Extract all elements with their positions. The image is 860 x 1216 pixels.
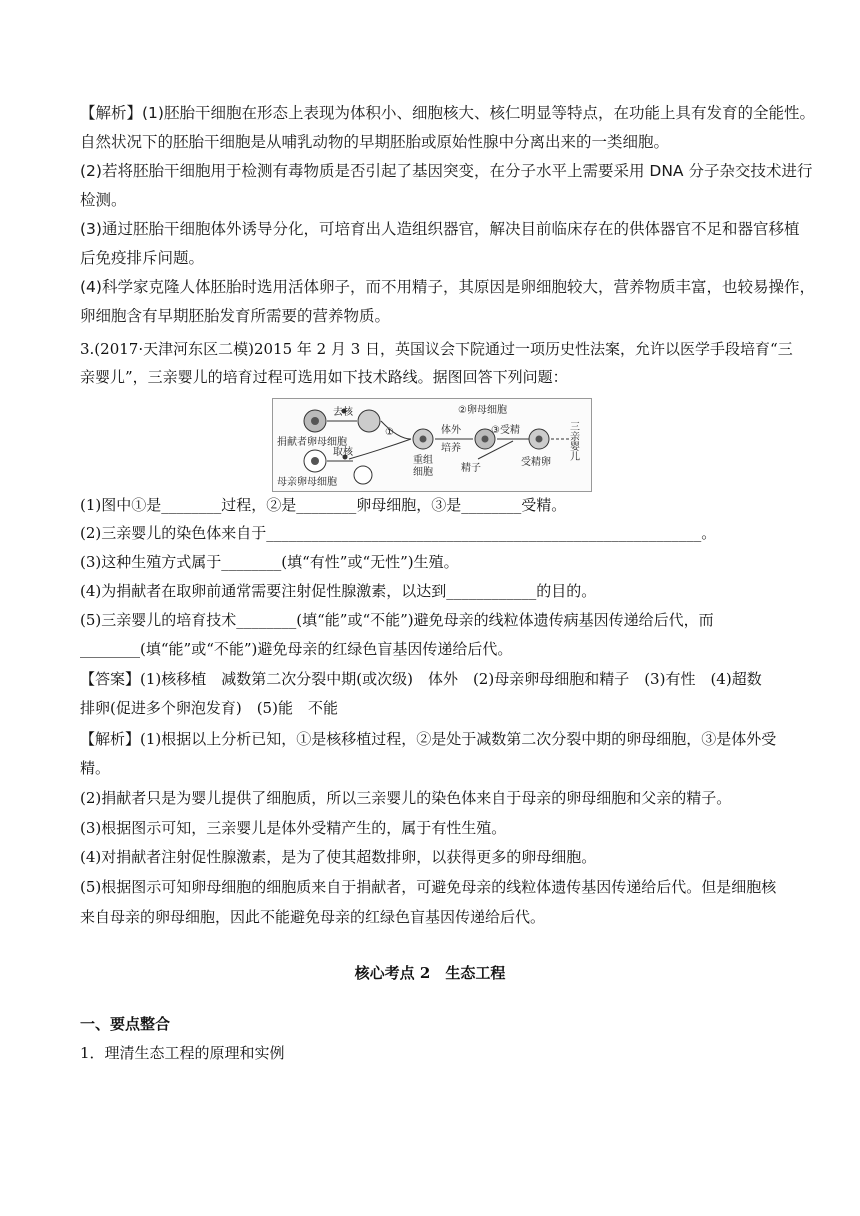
label-step3: ③受精 xyxy=(491,425,520,436)
analysis1-line5: (3)通过胚胎干细胞体外诱导分化，可培育出人造组织器官，解决目前临床存在的供体器官不足和器官移植 xyxy=(80,220,800,238)
analysis1-line3: (2)若将胚胎干细胞用于检测有毒物质是否引起了基因突变，在分子水平上需要采用 DNA 分子杂交技术进行 xyxy=(80,162,813,180)
mother-remaining-cell xyxy=(354,466,372,484)
answer-line1: 【答案】(1)核移植 减数第二次分裂中期(或次级) 体外 (2)母亲卵母细胞和精子 (3)有性 (4)超数 xyxy=(80,670,762,688)
merge-path-bottom xyxy=(349,439,411,459)
question3-sub2: (2)三亲婴儿的染色体来自于__________________________________________________________。 xyxy=(80,524,717,542)
analysis1-line2: 自然状况下的胚胎干细胞是从哺乳动物的早期胚胎或原始性腺中分离出来的一类细胞。 xyxy=(80,133,670,151)
question3-sub3: (3)这种生殖方式属于________(填“有性”或“无性”)生殖。 xyxy=(80,553,459,571)
analysis2-line3: (2)捐献者只是为婴儿提供了细胞质，所以三亲婴儿的染色体来自于母亲的卵母细胞和父亲的精子。 xyxy=(80,789,732,807)
section-item-1: 1．理清生态工程的原理和实例 xyxy=(80,1044,285,1062)
analysis2-line4: (3)根据图示可知，三亲婴儿是体外受精产生的，属于有性生殖。 xyxy=(80,819,507,837)
label-step1: ① xyxy=(385,427,394,438)
analysis1-line8: 卵细胞含有早期胚胎发育所需要的营养物质。 xyxy=(80,307,391,325)
section-heading-1: 一、要点整合 xyxy=(80,1015,171,1033)
label-remove-nucleus: 去核 xyxy=(333,407,353,418)
analysis2-line2: 精。 xyxy=(80,759,111,777)
label-baby: 三亲婴儿 xyxy=(567,421,579,461)
label-step2: ②卵母细胞 xyxy=(458,405,507,416)
label-fertilized: 受精卵 xyxy=(521,457,551,468)
label-in-vitro-2: 培养 xyxy=(441,443,461,454)
label-sperm: 精子 xyxy=(461,463,481,474)
enucleated-cell-shape xyxy=(358,410,380,432)
analysis1-line6: 后免疫排斥问题。 xyxy=(80,249,205,267)
recombined-nucleus-shape xyxy=(420,436,427,443)
analysis1-line4: 检测。 xyxy=(80,191,127,209)
label-in-vitro-1: 体外 xyxy=(441,425,461,436)
mother-nucleus-shape xyxy=(311,457,319,465)
question3-sub1: (1)图中①是________过程，②是________卵母细胞，③是________受精。 xyxy=(80,496,567,514)
zygote-nucleus-shape xyxy=(536,436,543,443)
three-parent-baby-diagram xyxy=(272,398,592,492)
question3-sub4: (4)为捐献者在取卵前通常需要注射促性腺激素，以达到____________的目的。 xyxy=(80,582,597,600)
question3-sub5a: (5)三亲婴儿的培育技术________(填“能”或“不能”)避免母亲的线粒体遗传病基因传递给后代，而 xyxy=(80,611,714,629)
analysis1-line1: 【解析】(1)胚胎干细胞在形态上表现为体积小、细胞核大、核仁明显等特点，在功能上具有发育的全能性。 xyxy=(80,104,815,122)
question3-sub5b: ________(填“能”或“不能”)避免母亲的红绿色盲基因传递给后代。 xyxy=(80,640,513,658)
section-title: 核心考点 2 生态工程 xyxy=(354,964,506,982)
analysis2-line1: 【解析】(1)根据以上分析已知，①是核移植过程，②是处于减数第二次分裂中期的卵母细胞，③是体外受 xyxy=(80,730,777,748)
donor-nucleus-shape xyxy=(311,417,319,425)
analysis2-line7: 来自母亲的卵母细胞，因此不能避免母亲的红绿色盲基因传递给后代。 xyxy=(80,908,546,926)
answer-line2: 排卵(促进多个卵泡发育) (5)能 不能 xyxy=(80,699,338,717)
analysis2-line5: (4)对捐献者注射促性腺激素，是为了使其超数排卵，以获得更多的卵母细胞。 xyxy=(80,848,597,866)
diagram-svg xyxy=(273,399,591,491)
label-recombined-1: 重组 xyxy=(413,455,433,466)
question3-stem-line1: 3.(2017·天津河东区二模)2015 年 2 月 3 日，英国议会下院通过一项历史性法案，允许以医学手段培育“三 xyxy=(80,340,793,358)
label-recombined-2: 细胞 xyxy=(413,467,433,478)
analysis2-line6: (5)根据图示可知卵母细胞的细胞质来自于捐献者，可避免母亲的线粒体遗传基因传递给后代。但是细胞核 xyxy=(80,878,777,896)
label-mother: 母亲卵母细胞 xyxy=(277,477,337,488)
label-donor: 捐献者卵母细胞 xyxy=(277,437,347,448)
question3-stem-line2: 亲婴儿”，三亲婴儿的培育过程可选用如下技术路线。据图回答下列问题： xyxy=(80,368,568,386)
analysis1-line7: (4)科学家克隆人体胚胎时选用活体卵子，而不用精子，其原因是卵细胞较大，营养物质丰富，也较易操作， xyxy=(80,278,815,296)
oocyte-step2-nucleus xyxy=(482,436,489,443)
label-take-nucleus: 取核 xyxy=(333,447,353,458)
